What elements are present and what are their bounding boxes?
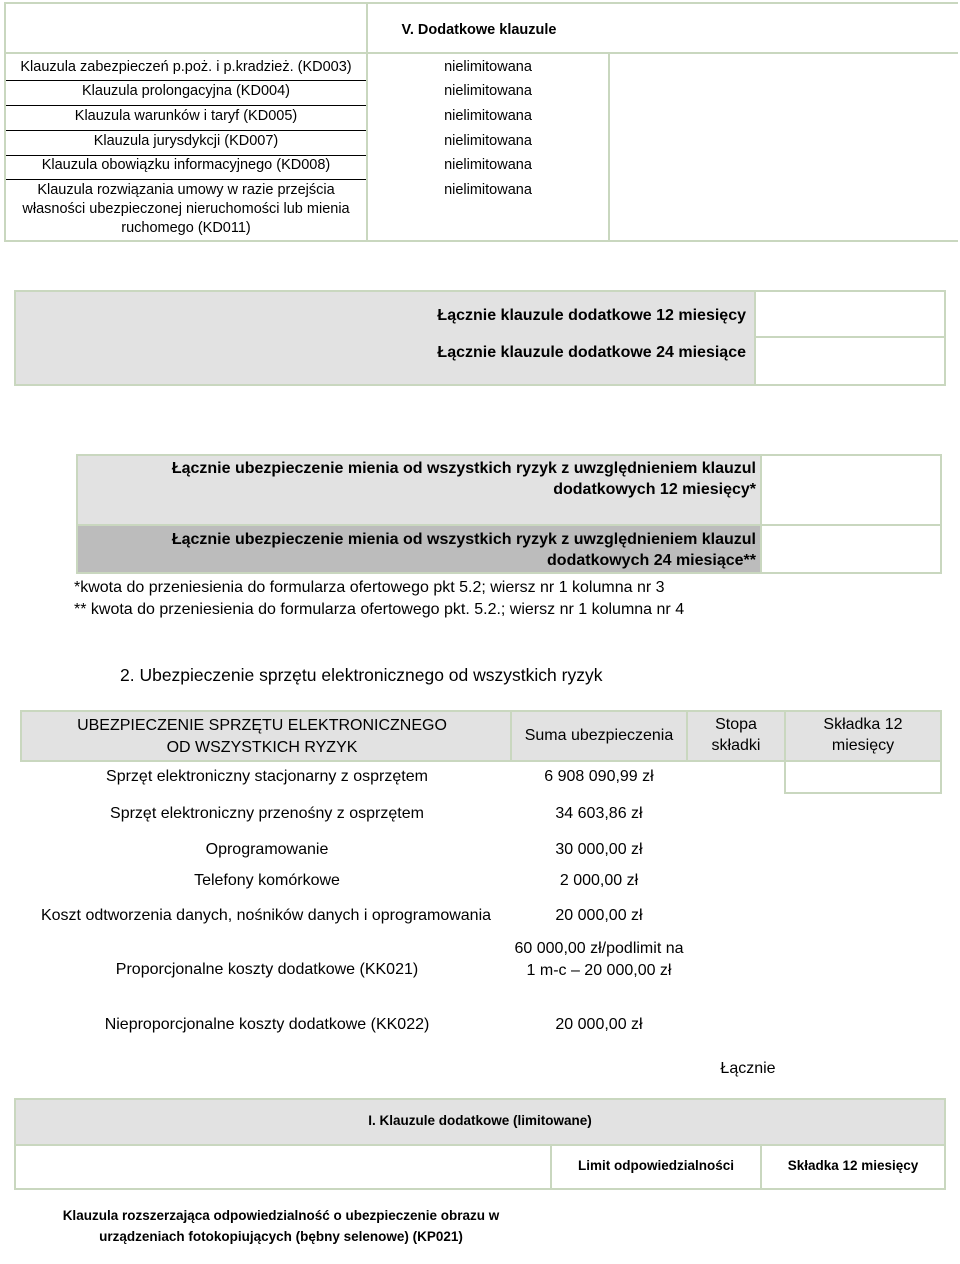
section2-header-col2-label: Suma ubezpieczenia <box>524 727 674 744</box>
clauses-total-value-24-cell <box>754 336 946 386</box>
limited-header-blank <box>14 1144 552 1190</box>
section5-row-limit: nielimitowana <box>444 108 532 124</box>
clauses-total-24-label: Łącznie klauzule dodatkowe 24 miesiące <box>437 344 746 361</box>
section2-row-sum: 20 000,00 zł <box>555 1016 643 1033</box>
section2-row-name: Sprzęt elektroniczny przenośny z osprzętem <box>110 805 424 822</box>
section2-row-sum: 20 000,00 zł <box>555 907 643 924</box>
section2-row-name: Sprzęt elektroniczny stacjonarny z osprzętem <box>106 768 428 785</box>
section2-row-name: Oprogramowanie <box>205 841 329 858</box>
section5-row-name: Klauzula jurysdykcji (KD007) <box>93 133 279 149</box>
section2-header-col1-line1: UBEZPIECZENIE SPRZĘTU ELEKTRONICZNEGO <box>77 717 447 734</box>
section2-header-col1-line2: OD WSZYSTKICH RYZYK <box>166 739 358 756</box>
section5-row-limit: nielimitowana <box>444 157 532 173</box>
section2-row-name: Telefony komórkowe <box>194 872 340 889</box>
section5-row-name: Klauzula obowiązku informacyjnego (KD008) <box>41 157 331 173</box>
section5-row-name: Klauzula zabezpieczeń p.poż. i p.kradzież. (KD003) <box>20 59 352 75</box>
section2-row-name: Proporcjonalne koszty dodatkowe (KK021) <box>115 961 419 978</box>
property-total-24-value-cell <box>760 524 942 574</box>
section5-row-limit: nielimitowana <box>444 133 532 149</box>
footnote-2: ** kwota do przeniesienia do formularza ofertowego pkt. 5.2.; wiersz nr 1 kolumna nr 4 <box>74 601 685 618</box>
section2-total-label: Łącznie <box>720 1060 776 1077</box>
limited-title: I. Klauzule dodatkowe (limitowane) <box>368 1113 592 1128</box>
section5-row-name: Klauzula warunków i taryf (KD005) <box>74 108 298 124</box>
property-total-24-label: Łącznie ubezpieczenie mienia od wszystkich ryzyk z uwzględnieniem klauzul dodatkowych 24 miesiące** <box>171 531 756 569</box>
section2-row-sum: 34 603,86 zł <box>555 805 643 822</box>
section2-title: 2. Ubezpieczenie sprzętu elektronicznego od wszystkich ryzyk <box>120 665 603 685</box>
section5-row-divider <box>6 105 366 106</box>
section2-row-sum: 30 000,00 zł <box>555 841 643 858</box>
section2-header-col3-label: Stopa składki <box>711 716 761 754</box>
section2-row-sum: 6 908 090,99 zł <box>544 768 654 785</box>
footnote-1: *kwota do przeniesienia do formularza ofertowego pkt 5.2; wiersz nr 1 kolumna nr 3 <box>74 579 665 596</box>
section5-title: V. Dodatkowe klauzule <box>401 22 557 38</box>
section5-row-limit: nielimitowana <box>444 59 532 75</box>
property-total-12-label: Łącznie ubezpieczenie mienia od wszystkich ryzyk z uwzględnieniem klauzul dodatkowych 12 miesięcy* <box>171 460 756 498</box>
section5-row-divider <box>6 80 366 81</box>
section2-row-name: Nieproporcjonalne koszty dodatkowe (KK022) <box>104 1016 430 1033</box>
clauses-total-value-12-cell <box>754 290 946 338</box>
section5-header-blank <box>4 2 368 54</box>
section5-premium-cell <box>608 52 958 242</box>
section5-row-name: Klauzula rozwiązania umowy w razie przejścia własności ubezpieczonej nieruchomości lub mienia ruchomego (KD011) <box>22 182 350 236</box>
clauses-total-12-label: Łącznie klauzule dodatkowe 12 miesięcy <box>437 307 746 324</box>
section2-row-sum: 60 000,00 zł/podlimit na 1 m-c – 20 000,00 zł <box>514 940 684 979</box>
section2-row-name: Koszt odtworzenia danych, nośników danych i oprogramowania <box>40 907 492 924</box>
limited-row-name: Klauzula rozszerzająca odpowiedzialność o ubezpieczenie obrazu w urządzeniach fotokopiujących (bębny selenowe) (KP021) <box>62 1208 500 1244</box>
property-total-12-value-cell <box>760 454 942 526</box>
section5-row-name: Klauzula prolongacyjna (KD004) <box>82 83 290 99</box>
section2-rate-cell <box>784 760 942 794</box>
section5-row-divider <box>6 130 366 131</box>
limited-header-premium: Składka 12 miesięcy <box>787 1158 919 1173</box>
section2-row-sum: 2 000,00 zł <box>559 872 639 889</box>
limited-header-limit: Limit odpowiedzialności <box>577 1158 734 1173</box>
section5-row-limit: nielimitowana <box>444 182 532 198</box>
section2-header-col4-label: Składka 12 miesięcy <box>823 716 903 754</box>
section5-row-divider <box>6 179 366 180</box>
section5-row-limit: nielimitowana <box>444 83 532 99</box>
